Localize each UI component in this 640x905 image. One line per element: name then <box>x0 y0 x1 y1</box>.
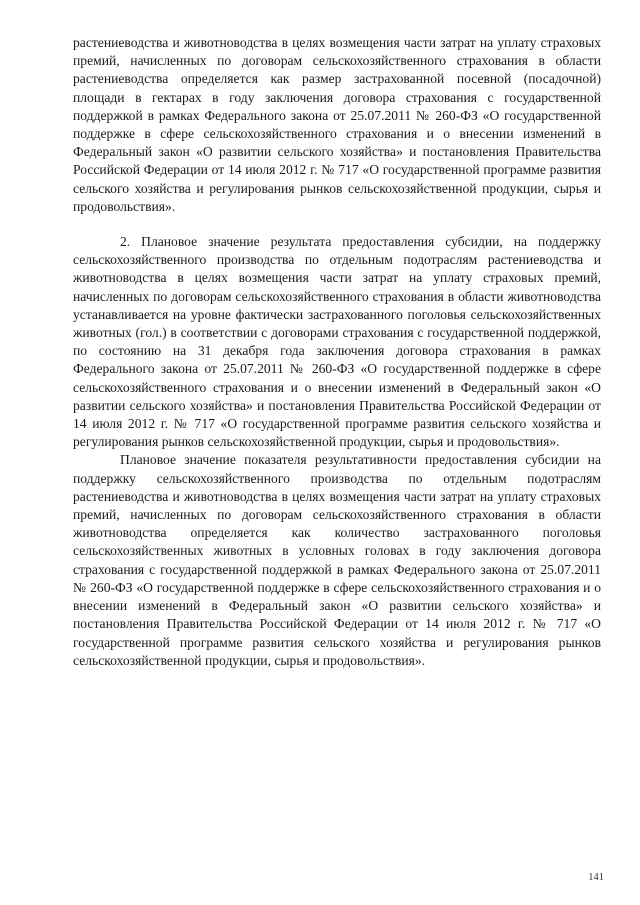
paragraph-item-2: 2. Плановое значение результата предоставления субсидии, на поддержку сельскохозяйственного производства по отдельным подотраслям растениеводства и животноводства в целях возмещения части затрат на уплату страховых премий, начисленных по договорам сельскохозяйственного страхования в области животноводства устанавливается на уровне фактически застрахованного поголовья сельскохозяйственных животных (гол.) в соответствии с договорами страхования с государственной поддержкой, по состоянию на 31 декабря года заключения договора страхования в рамках Федерального закона от 25.07.2011 № 260-ФЗ «О государственной поддержке в сфере сельскохозяйственного страхования и о внесении изменений в Федеральный закон «О развитии сельского хозяйства» и постановления Правительства Российской Федерации от 14 июля 2012 г. № 717 «О государственной программе развития сельского хозяйства и регулирования рынков сельскохозяйственной продукции, сырья и продовольствия». <box>73 234 601 450</box>
paragraph-performance-indicator: Плановое значение показателя результативности предоставления субсидии на поддержку сельскохозяйственного производства по отдельным подотраслям растениеводства и животноводства в целях возмещения части затрат на уплату страховых премий, начисленных по договорам сельскохозяйственного страхования в области животноводства определяется как количество застрахованного поголовья сельскохозяйственных животных в условных головах в году заключения договора страхования с государственной поддержкой в рамках Федерального закона от 25.07.2011 № 260-ФЗ «О государственной поддержке в сфере сельскохозяйственного страхования и о внесении изменений в Федеральный закон «О развитии сельского хозяйства» и постановления Правительства Российской Федерации от 14 июля 2012 г. № 717 «О государственной программе развития сельского хозяйства и регулирования рынков сельскохозяйственной продукции, сырья и продовольствия». <box>73 452 601 668</box>
document-body <box>73 34 601 670</box>
paragraph-continuation: растениеводства и животноводства в целях возмещения части затрат на уплату страховых премий, начисленных по договорам сельскохозяйственного страхования в области растениеводства определяется как размер застрахованной посевной (посадочной) площади в гектарах в году заключения договора страхования с государственной поддержкой в рамках Федерального закона от 25.07.2011 № 260-ФЗ «О государственной поддержке в сфере сельскохозяйственного страхования и о внесении изменений в Федеральный закон «О развитии сельского хозяйства» и постановления Правительства Российской Федерации от 14 июля 2012 г. № 717 «О государственной программе развития сельского хозяйства и регулирования рынков сельскохозяйственной продукции, сырья и продовольствия». <box>73 35 601 214</box>
page-number: 141 <box>588 872 604 883</box>
